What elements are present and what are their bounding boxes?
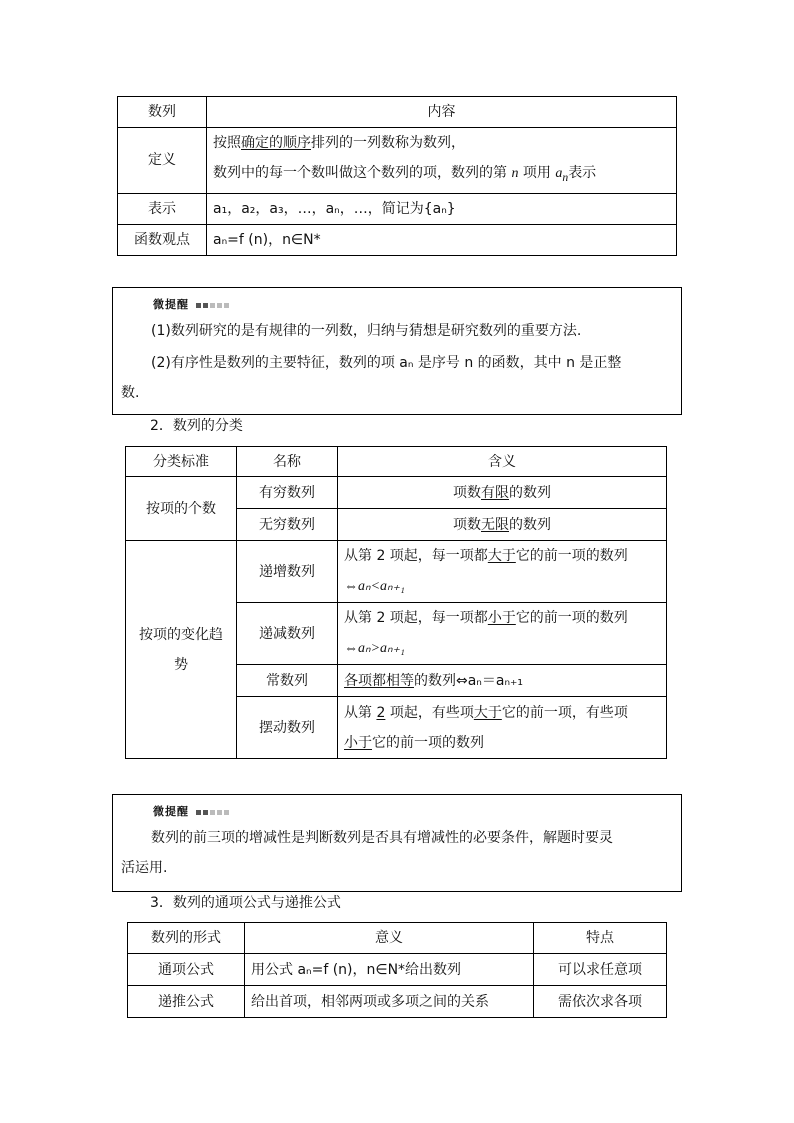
finite-name: 有穷数列 <box>237 477 338 509</box>
header-criterion: 分类标准 <box>126 447 237 477</box>
general-formula-feature: 可以求任意项 <box>534 954 667 986</box>
tip-box-2 <box>112 794 682 892</box>
row-label-definition: 定义 <box>118 128 207 194</box>
tip2-line1: 数列的前三项的增减性是判断数列是否具有增减性的必要条件，解题时要灵 <box>151 830 613 846</box>
definition-table <box>117 96 677 256</box>
recursive-formula-feature: 需依次求各项 <box>534 986 667 1018</box>
header-sequence: 数列 <box>118 97 207 128</box>
infinite-meaning: 项数无限的数列 <box>338 509 667 541</box>
increasing-meaning: 从第 2 项起，每一项都大于它的前一项的数列 ⇔aₙ<aₙ₊₁ <box>338 541 667 603</box>
header-form: 数列的形式 <box>128 923 245 954</box>
header-feature: 特点 <box>534 923 667 954</box>
section-2-title: 2．数列的分类 <box>150 418 243 434</box>
definition-content: 按照确定的顺序排列的一列数称为数列， 数列中的每一个数叫做这个数列的项，数列的第 n 项用 $a_n$表示 <box>207 128 677 194</box>
tip-title-2: 微提醒 <box>153 803 229 819</box>
header-content: 内容 <box>207 97 677 128</box>
oscillating-name: 摆动数列 <box>237 697 338 759</box>
group-by-trend: 按项的变化趋 势 <box>126 541 237 759</box>
formula-table <box>127 922 667 1018</box>
constant-name: 常数列 <box>237 665 338 697</box>
tip1-line1: (1)数列研究的是有规律的一列数，归纳与猜想是研究数列的重要方法. <box>151 323 582 339</box>
header-meaning: 含义 <box>338 447 667 477</box>
tip1-line2: (2)有序性是数列的主要特征，数列的项 aₙ 是序号 n 的函数，其中 n 是正整 <box>151 355 622 371</box>
group-by-count: 按项的个数 <box>126 477 237 541</box>
general-formula-meaning: 用公式 aₙ=f (n)，n∈N*给出数列 <box>245 954 534 986</box>
notation-content: a₁，a₂，a₃，…，aₙ，…，简记为{aₙ} <box>207 193 677 224</box>
recursive-formula-name: 递推公式 <box>128 986 245 1018</box>
increasing-name: 递增数列 <box>237 541 338 603</box>
header-significance: 意义 <box>245 923 534 954</box>
tip-box-1 <box>112 287 682 415</box>
tip-title-1: 微提醒 <box>153 296 229 312</box>
row-label-notation: 表示 <box>118 193 207 224</box>
general-formula-name: 通项公式 <box>128 954 245 986</box>
decreasing-meaning: 从第 2 项起，每一项都小于它的前一项的数列 ⇔aₙ>aₙ₊₁ <box>338 603 667 665</box>
constant-meaning: 各项都相等的数列⇔aₙ＝aₙ₊₁ <box>338 665 667 697</box>
header-name: 名称 <box>237 447 338 477</box>
tip1-line3: 数. <box>121 385 140 401</box>
section-3-title: 3．数列的通项公式与递推公式 <box>150 895 341 911</box>
infinite-name: 无穷数列 <box>237 509 338 541</box>
recursive-formula-meaning: 给出首项，相邻两项或多项之间的关系 <box>245 986 534 1018</box>
decreasing-name: 递减数列 <box>237 603 338 665</box>
classification-table <box>125 446 667 759</box>
finite-meaning: 项数有限的数列 <box>338 477 667 509</box>
row-label-function-view: 函数观点 <box>118 224 207 255</box>
oscillating-meaning: 从第 2 项起，有些项大于它的前一项，有些项 小于它的前一项的数列 <box>338 697 667 759</box>
function-view-content: aₙ=f (n)，n∈N* <box>207 224 677 255</box>
tip2-line2: 活运用. <box>121 860 168 876</box>
